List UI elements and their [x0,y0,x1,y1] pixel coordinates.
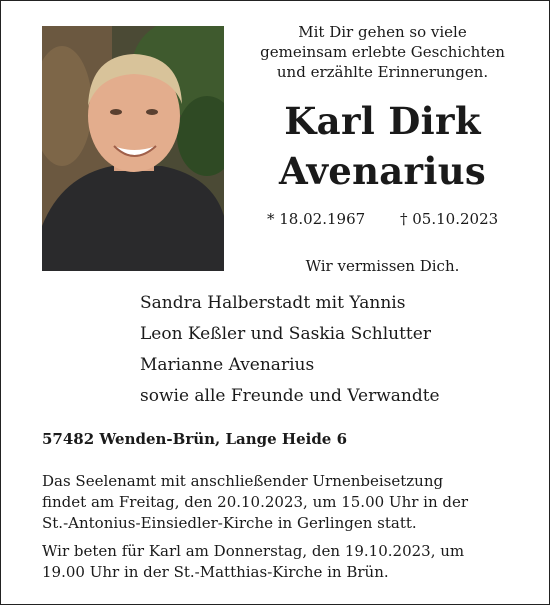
prayer-info-line: Wir beten für Karl am Donnerstag, den 19.10.2023, um [42,542,465,560]
deceased-name [250,96,515,196]
funeral-info-line: findet am Freitag, den 20.10.2023, um 15.00 Uhr in der [42,493,469,511]
memorial-quote [250,22,515,82]
prayer-info-line: 19.00 Uhr in der St.-Matthias-Kirche in Brün. [42,563,389,581]
birth-date: * 18.02.1967 [267,210,366,228]
death-date: † 05.10.2023 [400,210,499,228]
quote-line: Mit Dir gehen so viele [298,23,467,41]
mourner-item: Marianne Avenarius [140,355,315,375]
prayer-info [42,541,512,583]
mourner-item: Sandra Halberstadt mit Yannis [140,293,406,313]
mourners-list [140,288,440,412]
miss-you-text: Wir vermissen Dich. [305,257,460,275]
quote-line: und erzählte Erinnerungen. [276,63,489,81]
last-name: Avenarius [278,149,487,193]
funeral-info [42,471,512,534]
address: 57482 Wenden-Brün, Lange Heide 6 [42,430,348,448]
funeral-info-line: Das Seelenamt mit anschließender Urnenbeisetzung [42,472,444,490]
mourner-item: Leon Keßler und Saskia Schlutter [140,324,431,344]
funeral-info-line: St.-Antonius-Einsiedler-Kirche in Gerlingen statt. [42,514,417,532]
first-name: Karl Dirk [284,99,481,143]
portrait-photo [42,26,224,271]
quote-line: gemeinsam erlebte Geschichten [260,43,505,61]
mourner-item: sowie alle Freunde und Verwandte [140,386,440,406]
